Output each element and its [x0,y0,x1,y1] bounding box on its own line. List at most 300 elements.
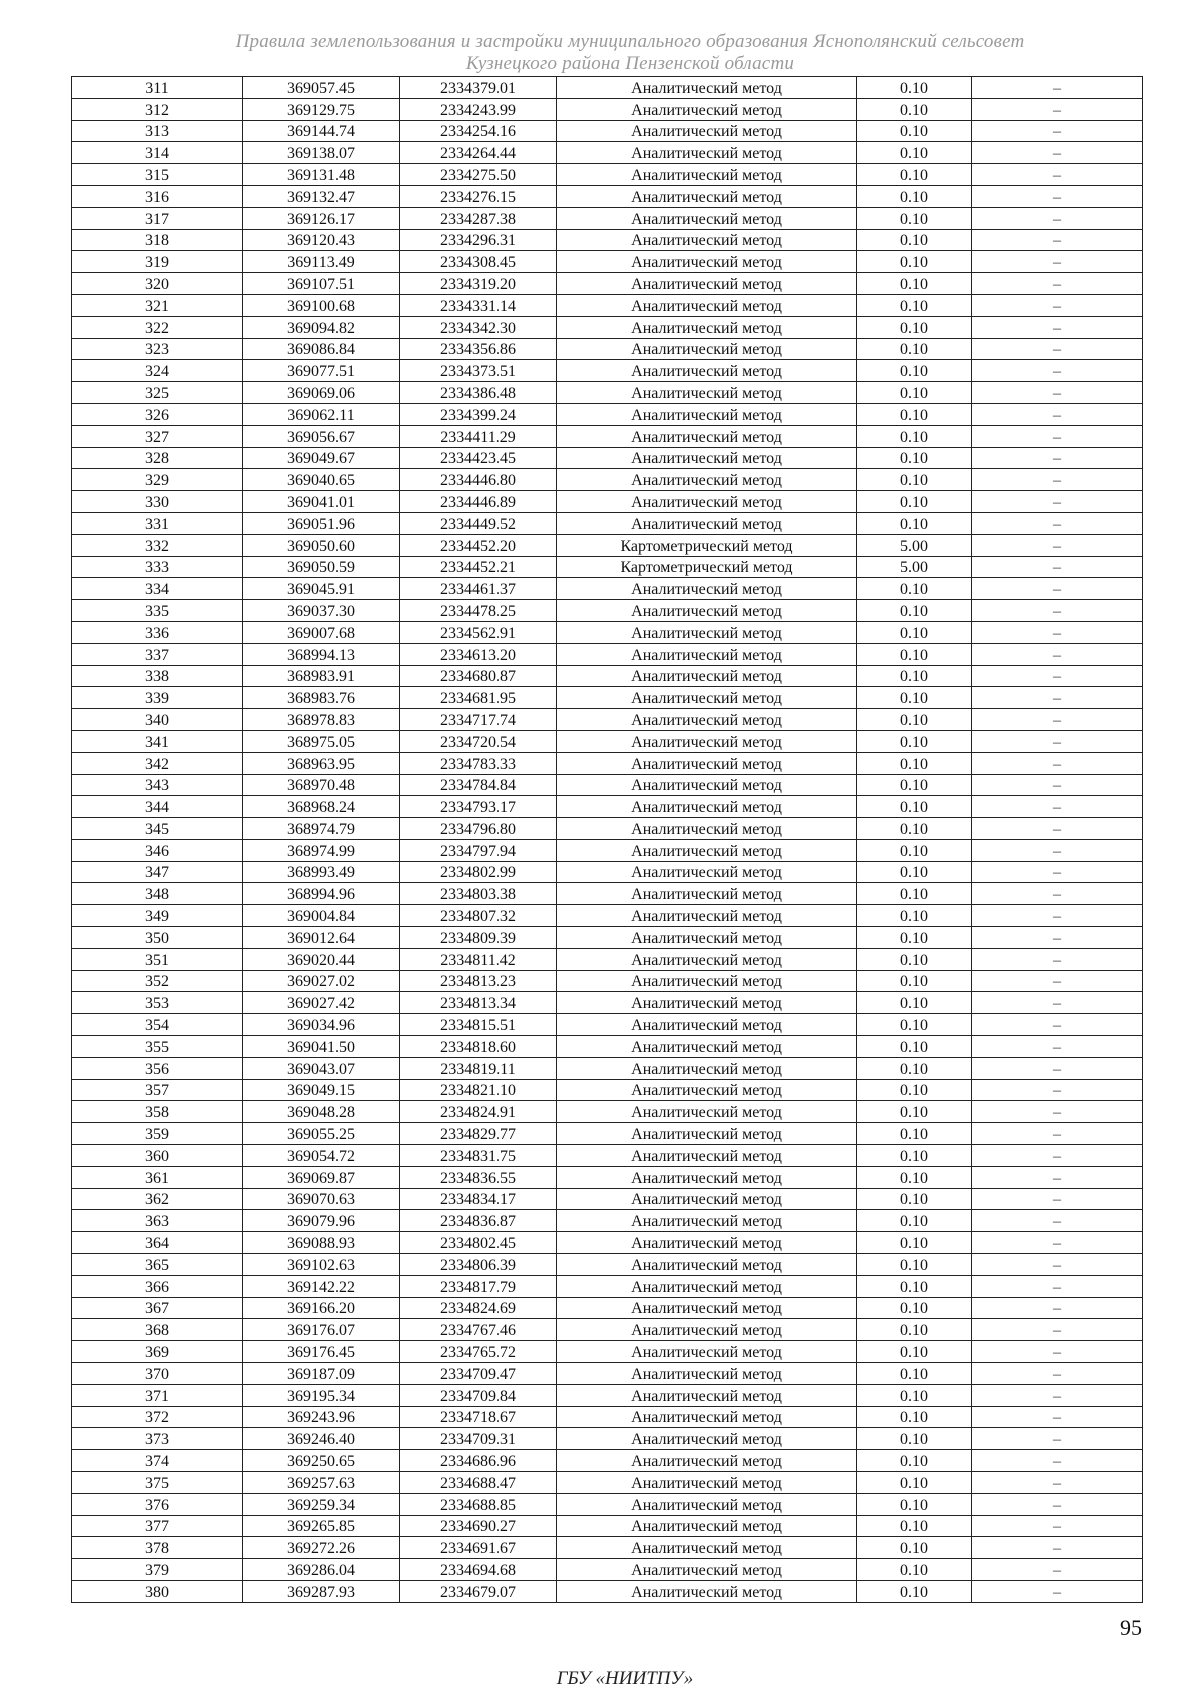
table-row [72,1210,1143,1232]
cell-method: Аналитический метод [557,1559,857,1581]
cell-note: – [972,600,1143,622]
cell-x-coordinate: 369057.45 [243,77,400,99]
cell-x-coordinate: 369144.74 [243,120,400,142]
cell-accuracy: 0.10 [857,1166,972,1188]
table-row [72,1232,1143,1254]
cell-x-coordinate: 369287.93 [243,1580,400,1602]
cell-note: – [972,709,1143,731]
page-number: 95 [1120,1615,1142,1640]
cell-method: Аналитический метод [557,1406,857,1428]
cell-x-coordinate: 369034.96 [243,1014,400,1036]
cell-x-coordinate: 369049.15 [243,1079,400,1101]
cell-method: Аналитический метод [557,665,857,687]
cell-method: Аналитический метод [557,1537,857,1559]
cell-y-coordinate: 2334720.54 [400,730,557,752]
cell-note: – [972,316,1143,338]
cell-note: – [972,534,1143,556]
cell-x-coordinate: 369166.20 [243,1297,400,1319]
cell-point-number: 354 [72,1014,243,1036]
cell-point-number: 333 [72,556,243,578]
cell-point-number: 367 [72,1297,243,1319]
cell-x-coordinate: 369257.63 [243,1472,400,1494]
cell-x-coordinate: 369243.96 [243,1406,400,1428]
cell-method: Аналитический метод [557,185,857,207]
cell-method: Аналитический метод [557,796,857,818]
cell-accuracy: 0.10 [857,1275,972,1297]
cell-note: – [972,360,1143,382]
cell-y-coordinate: 2334709.31 [400,1428,557,1450]
cell-note: – [972,730,1143,752]
table-row [72,1254,1143,1276]
cell-point-number: 362 [72,1188,243,1210]
cell-method: Аналитический метод [557,491,857,513]
table-row [72,861,1143,883]
cell-method: Аналитический метод [557,1341,857,1363]
cell-y-coordinate: 2334809.39 [400,927,557,949]
cell-accuracy: 0.10 [857,185,972,207]
table-row [72,207,1143,229]
table-row [72,512,1143,534]
table-row [72,534,1143,556]
cell-note: – [972,164,1143,186]
table-row [72,1036,1143,1058]
cell-point-number: 359 [72,1123,243,1145]
cell-y-coordinate: 2334254.16 [400,120,557,142]
cell-method: Аналитический метод [557,469,857,491]
cell-note: – [972,1166,1143,1188]
cell-x-coordinate: 369049.67 [243,447,400,469]
table-row [72,1014,1143,1036]
cell-note: – [972,1406,1143,1428]
cell-accuracy: 0.10 [857,687,972,709]
table-row [72,687,1143,709]
cell-y-coordinate: 2334802.99 [400,861,557,883]
cell-accuracy: 0.10 [857,1057,972,1079]
cell-point-number: 318 [72,229,243,251]
cell-accuracy: 0.10 [857,1384,972,1406]
cell-method: Аналитический метод [557,77,857,99]
table-row [72,927,1143,949]
table-row [72,403,1143,425]
cell-x-coordinate: 369027.42 [243,992,400,1014]
cell-x-coordinate: 369265.85 [243,1515,400,1537]
cell-accuracy: 0.10 [857,1232,972,1254]
cell-note: – [972,251,1143,273]
table-row [72,643,1143,665]
cell-method: Аналитический метод [557,1188,857,1210]
cell-x-coordinate: 369027.02 [243,970,400,992]
cell-y-coordinate: 2334296.31 [400,229,557,251]
cell-point-number: 370 [72,1363,243,1385]
running-header [120,31,1140,75]
cell-x-coordinate: 369250.65 [243,1450,400,1472]
cell-x-coordinate: 368983.91 [243,665,400,687]
cell-accuracy: 0.10 [857,207,972,229]
cell-note: – [972,382,1143,404]
cell-y-coordinate: 2334308.45 [400,251,557,273]
cell-note: – [972,1232,1143,1254]
cell-note: – [972,142,1143,164]
cell-point-number: 323 [72,338,243,360]
table-row [72,1188,1143,1210]
cell-y-coordinate: 2334449.52 [400,512,557,534]
table-row [72,578,1143,600]
cell-x-coordinate: 369129.75 [243,98,400,120]
cell-x-coordinate: 369062.11 [243,403,400,425]
cell-note: – [972,687,1143,709]
cell-point-number: 335 [72,600,243,622]
cell-method: Аналитический метод [557,512,857,534]
table-row [72,1559,1143,1581]
cell-note: – [972,970,1143,992]
cell-note: – [972,1580,1143,1602]
cell-accuracy: 0.10 [857,512,972,534]
cell-note: – [972,556,1143,578]
cell-accuracy: 0.10 [857,1101,972,1123]
cell-point-number: 350 [72,927,243,949]
cell-method: Аналитический метод [557,861,857,883]
cell-accuracy: 0.10 [857,1363,972,1385]
cell-point-number: 344 [72,796,243,818]
cell-note: – [972,1123,1143,1145]
cell-note: – [972,469,1143,491]
cell-method: Аналитический метод [557,883,857,905]
cell-x-coordinate: 369138.07 [243,142,400,164]
cell-method: Аналитический метод [557,447,857,469]
cell-y-coordinate: 2334264.44 [400,142,557,164]
cell-accuracy: 0.10 [857,1145,972,1167]
cell-point-number: 349 [72,905,243,927]
cell-method: Картометрический метод [557,534,857,556]
cell-y-coordinate: 2334331.14 [400,294,557,316]
cell-note: – [972,512,1143,534]
cell-note: – [972,1493,1143,1515]
cell-method: Аналитический метод [557,948,857,970]
cell-method: Аналитический метод [557,1232,857,1254]
cell-x-coordinate: 369048.28 [243,1101,400,1123]
cell-y-coordinate: 2334767.46 [400,1319,557,1341]
cell-y-coordinate: 2334836.87 [400,1210,557,1232]
cell-method: Аналитический метод [557,229,857,251]
cell-x-coordinate: 369012.64 [243,927,400,949]
cell-method: Аналитический метод [557,360,857,382]
cell-point-number: 357 [72,1079,243,1101]
cell-x-coordinate: 369079.96 [243,1210,400,1232]
cell-method: Аналитический метод [557,1210,857,1232]
table-row [72,1428,1143,1450]
cell-accuracy: 5.00 [857,556,972,578]
cell-y-coordinate: 2334452.20 [400,534,557,556]
cell-method: Аналитический метод [557,1014,857,1036]
cell-x-coordinate: 369020.44 [243,948,400,970]
table-row [72,98,1143,120]
cell-accuracy: 0.10 [857,905,972,927]
cell-accuracy: 0.10 [857,1341,972,1363]
cell-accuracy: 0.10 [857,491,972,513]
cell-y-coordinate: 2334813.34 [400,992,557,1014]
table-row [72,556,1143,578]
cell-x-coordinate: 369054.72 [243,1145,400,1167]
cell-point-number: 380 [72,1580,243,1602]
cell-y-coordinate: 2334694.68 [400,1559,557,1581]
cell-method: Аналитический метод [557,1166,857,1188]
table-row [72,447,1143,469]
cell-accuracy: 0.10 [857,98,972,120]
cell-note: – [972,425,1143,447]
cell-x-coordinate: 369126.17 [243,207,400,229]
table-row [72,1406,1143,1428]
cell-note: – [972,447,1143,469]
cell-point-number: 315 [72,164,243,186]
table-row [72,1123,1143,1145]
cell-y-coordinate: 2334831.75 [400,1145,557,1167]
cell-method: Аналитический метод [557,142,857,164]
cell-method: Аналитический метод [557,1275,857,1297]
cell-y-coordinate: 2334690.27 [400,1515,557,1537]
cell-x-coordinate: 369088.93 [243,1232,400,1254]
cell-note: – [972,229,1143,251]
cell-accuracy: 0.10 [857,294,972,316]
table-row [72,796,1143,818]
cell-y-coordinate: 2334446.89 [400,491,557,513]
cell-accuracy: 0.10 [857,1580,972,1602]
cell-point-number: 369 [72,1341,243,1363]
cell-accuracy: 0.10 [857,1188,972,1210]
cell-note: – [972,927,1143,949]
cell-y-coordinate: 2334709.47 [400,1363,557,1385]
cell-point-number: 379 [72,1559,243,1581]
cell-note: – [972,774,1143,796]
cell-x-coordinate: 369069.87 [243,1166,400,1188]
cell-x-coordinate: 369187.09 [243,1363,400,1385]
table-row [72,774,1143,796]
cell-x-coordinate: 369246.40 [243,1428,400,1450]
table-row [72,1515,1143,1537]
cell-note: – [972,120,1143,142]
table-row [72,1450,1143,1472]
cell-note: – [972,294,1143,316]
cell-note: – [972,883,1143,905]
table-row [72,1275,1143,1297]
table-row [72,730,1143,752]
cell-x-coordinate: 368994.13 [243,643,400,665]
cell-method: Аналитический метод [557,1363,857,1385]
cell-note: – [972,1014,1143,1036]
cell-accuracy: 0.10 [857,1537,972,1559]
cell-x-coordinate: 369113.49 [243,251,400,273]
table-row [72,600,1143,622]
cell-accuracy: 0.10 [857,120,972,142]
cell-y-coordinate: 2334691.67 [400,1537,557,1559]
cell-y-coordinate: 2334680.87 [400,665,557,687]
running-header-line-1: Правила землепользования и застройки муниципального образования Яснополянский сельсовет [235,31,1025,52]
cell-x-coordinate: 368994.96 [243,883,400,905]
cell-y-coordinate: 2334815.51 [400,1014,557,1036]
cell-point-number: 334 [72,578,243,600]
cell-y-coordinate: 2334783.33 [400,752,557,774]
cell-accuracy: 0.10 [857,164,972,186]
cell-x-coordinate: 368970.48 [243,774,400,796]
cell-method: Аналитический метод [557,1079,857,1101]
cell-point-number: 337 [72,643,243,665]
cell-note: – [972,1145,1143,1167]
cell-x-coordinate: 369107.51 [243,273,400,295]
cell-x-coordinate: 369070.63 [243,1188,400,1210]
cell-point-number: 365 [72,1254,243,1276]
cell-method: Аналитический метод [557,1580,857,1602]
cell-note: – [972,491,1143,513]
cell-note: – [972,1101,1143,1123]
cell-method: Аналитический метод [557,1319,857,1341]
cell-x-coordinate: 369055.25 [243,1123,400,1145]
cell-y-coordinate: 2334461.37 [400,578,557,600]
cell-method: Аналитический метод [557,927,857,949]
cell-y-coordinate: 2334818.60 [400,1036,557,1058]
cell-accuracy: 0.10 [857,1319,972,1341]
coordinates-table-body [72,77,1143,1603]
cell-y-coordinate: 2334386.48 [400,382,557,404]
cell-method: Аналитический метод [557,164,857,186]
cell-accuracy: 0.10 [857,970,972,992]
cell-y-coordinate: 2334681.95 [400,687,557,709]
cell-accuracy: 0.10 [857,360,972,382]
cell-method: Аналитический метод [557,1384,857,1406]
cell-y-coordinate: 2334811.42 [400,948,557,970]
table-row [72,120,1143,142]
table-row [72,948,1143,970]
cell-x-coordinate: 369004.84 [243,905,400,927]
cell-x-coordinate: 369142.22 [243,1275,400,1297]
cell-accuracy: 0.10 [857,1210,972,1232]
cell-method: Аналитический метод [557,709,857,731]
coordinates-table [71,76,1143,1603]
cell-note: – [972,578,1143,600]
cell-y-coordinate: 2334797.94 [400,839,557,861]
cell-method: Аналитический метод [557,643,857,665]
cell-note: – [972,1036,1143,1058]
running-header-line-2: Кузнецкого района Пензенской области [465,53,795,74]
cell-method: Аналитический метод [557,1254,857,1276]
cell-method: Аналитический метод [557,382,857,404]
cell-x-coordinate: 368983.76 [243,687,400,709]
cell-x-coordinate: 369100.68 [243,294,400,316]
cell-note: – [972,1341,1143,1363]
cell-x-coordinate: 368968.24 [243,796,400,818]
table-row [72,142,1143,164]
cell-note: – [972,861,1143,883]
cell-x-coordinate: 368978.83 [243,709,400,731]
cell-note: – [972,818,1143,840]
cell-point-number: 336 [72,621,243,643]
cell-accuracy: 0.10 [857,1079,972,1101]
cell-y-coordinate: 2334399.24 [400,403,557,425]
cell-accuracy: 0.10 [857,600,972,622]
cell-point-number: 376 [72,1493,243,1515]
cell-method: Аналитический метод [557,1450,857,1472]
cell-point-number: 312 [72,98,243,120]
cell-method: Аналитический метод [557,839,857,861]
cell-method: Аналитический метод [557,251,857,273]
cell-point-number: 347 [72,861,243,883]
cell-point-number: 340 [72,709,243,731]
cell-accuracy: 0.10 [857,142,972,164]
cell-y-coordinate: 2334373.51 [400,360,557,382]
cell-note: – [972,338,1143,360]
cell-point-number: 341 [72,730,243,752]
cell-point-number: 352 [72,970,243,992]
cell-note: – [972,1254,1143,1276]
cell-accuracy: 0.10 [857,1515,972,1537]
cell-point-number: 338 [72,665,243,687]
cell-x-coordinate: 369259.34 [243,1493,400,1515]
table-row [72,818,1143,840]
cell-accuracy: 0.10 [857,338,972,360]
cell-method: Аналитический метод [557,1101,857,1123]
cell-accuracy: 0.10 [857,77,972,99]
cell-x-coordinate: 368975.05 [243,730,400,752]
cell-x-coordinate: 369077.51 [243,360,400,382]
cell-y-coordinate: 2334824.91 [400,1101,557,1123]
cell-x-coordinate: 369050.60 [243,534,400,556]
cell-accuracy: 0.10 [857,447,972,469]
cell-method: Аналитический метод [557,578,857,600]
cell-point-number: 343 [72,774,243,796]
cell-note: – [972,992,1143,1014]
cell-x-coordinate: 369176.07 [243,1319,400,1341]
cell-x-coordinate: 368993.49 [243,861,400,883]
cell-point-number: 332 [72,534,243,556]
cell-note: – [972,1537,1143,1559]
cell-point-number: 319 [72,251,243,273]
cell-accuracy: 0.10 [857,1406,972,1428]
cell-y-coordinate: 2334806.39 [400,1254,557,1276]
cell-point-number: 366 [72,1275,243,1297]
cell-point-number: 375 [72,1472,243,1494]
cell-x-coordinate: 369286.04 [243,1559,400,1581]
table-row [72,1319,1143,1341]
cell-method: Аналитический метод [557,818,857,840]
cell-note: – [972,77,1143,99]
cell-method: Аналитический метод [557,730,857,752]
cell-note: – [972,796,1143,818]
cell-y-coordinate: 2334836.55 [400,1166,557,1188]
cell-point-number: 330 [72,491,243,513]
cell-y-coordinate: 2334411.29 [400,425,557,447]
cell-accuracy: 5.00 [857,534,972,556]
table-row [72,382,1143,404]
table-row [72,1101,1143,1123]
cell-note: – [972,948,1143,970]
cell-x-coordinate: 368974.79 [243,818,400,840]
cell-note: – [972,643,1143,665]
cell-method: Аналитический метод [557,338,857,360]
cell-point-number: 356 [72,1057,243,1079]
cell-note: – [972,1515,1143,1537]
cell-note: – [972,1363,1143,1385]
cell-y-coordinate: 2334478.25 [400,600,557,622]
cell-point-number: 374 [72,1450,243,1472]
cell-method: Аналитический метод [557,403,857,425]
cell-point-number: 360 [72,1145,243,1167]
cell-x-coordinate: 369094.82 [243,316,400,338]
table-row [72,1384,1143,1406]
table-row [72,1057,1143,1079]
table-row [72,77,1143,99]
cell-x-coordinate: 369086.84 [243,338,400,360]
table-row [72,469,1143,491]
cell-y-coordinate: 2334765.72 [400,1341,557,1363]
cell-accuracy: 0.10 [857,730,972,752]
